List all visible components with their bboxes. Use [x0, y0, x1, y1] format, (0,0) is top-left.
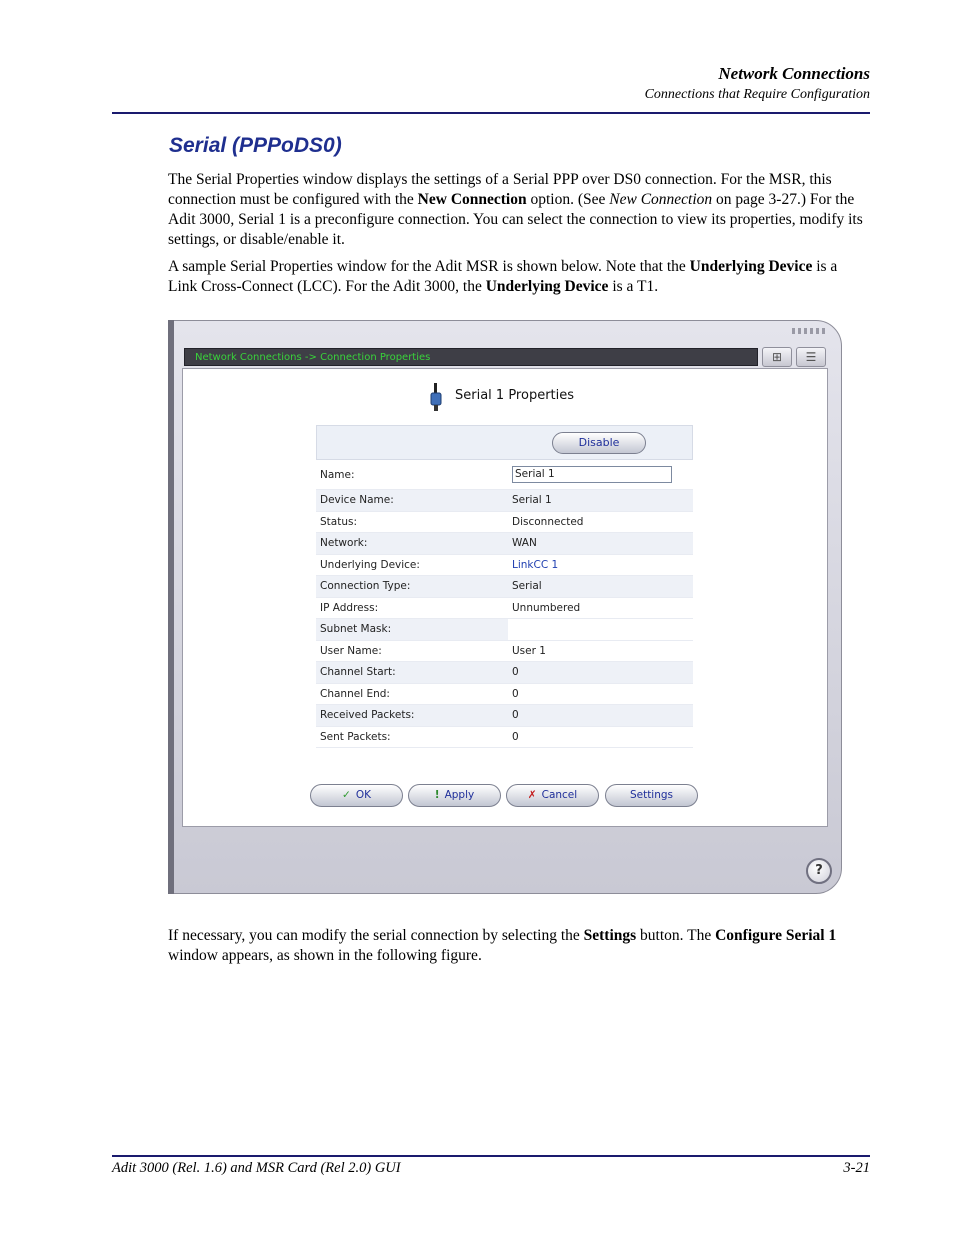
para1-text3: on page 3-27.) For the Adit 3000, Serial 1 is a preconfigure connection. You can select the connection to view its properties, modify its settings, or disable/enable it.	[168, 191, 863, 248]
row-value: Serial 1	[512, 494, 552, 506]
table-row-name	[316, 460, 693, 490]
row-value: 0	[512, 666, 519, 678]
row-label: Received Packets:	[320, 709, 415, 721]
cancel-button[interactable]	[506, 784, 599, 807]
apply-button[interactable]	[408, 784, 501, 807]
row-label: Device Name:	[320, 494, 394, 506]
page-number: 3-21	[843, 1160, 870, 1176]
para2-text3: is a T1.	[608, 278, 659, 295]
para2-text2: is a Link Cross-Connect (LCC). For the Adit 3000, the	[168, 258, 838, 295]
paragraph-intro	[168, 170, 870, 250]
row-value: Unnumbered	[512, 601, 581, 614]
network-map-icon[interactable]: ⊞	[762, 347, 792, 367]
table-row	[316, 555, 693, 577]
table-row	[316, 641, 693, 663]
row-label: Status:	[320, 515, 357, 528]
row-value: 0	[512, 687, 519, 700]
name-input[interactable]: Serial 1	[512, 466, 672, 483]
underlying-device-link[interactable]: LinkCC 1	[512, 558, 559, 571]
window-grip	[792, 328, 826, 334]
row-label: Underlying Device:	[320, 558, 420, 571]
para3-text2: button. The	[636, 927, 716, 944]
ok-button[interactable]	[310, 784, 403, 807]
para2-bold1: Underlying Device	[689, 258, 813, 275]
row-label: Sent Packets:	[320, 730, 391, 743]
table-row	[316, 662, 693, 684]
row-value: User 1	[512, 644, 546, 657]
table-row	[316, 576, 693, 598]
table-row	[316, 598, 693, 620]
row-value: WAN	[512, 537, 537, 549]
row-label: Channel Start:	[320, 666, 396, 678]
header-chapter: Network Connections	[718, 64, 870, 83]
settings-button[interactable]: Settings	[605, 784, 698, 807]
footer-title: Adit 3000 (Rel. 1.6) and MSR Card (Rel 2.0) GUI	[112, 1160, 401, 1176]
para2-bold2: Underlying Device	[485, 278, 609, 295]
help-icon[interactable]: ?	[806, 858, 832, 884]
cancel-label: Cancel	[541, 789, 578, 801]
serial-plug-icon	[429, 383, 443, 411]
name-label: Name:	[320, 469, 355, 481]
properties-title: Serial 1 Properties	[455, 388, 575, 403]
para2-text1: A sample Serial Properties window for the Adit MSR is shown below. Note that the	[168, 258, 690, 275]
para1-text2: option. (See	[526, 191, 610, 208]
row-value: 0	[512, 709, 519, 721]
properties-table	[316, 425, 693, 748]
row-value	[508, 619, 693, 640]
table-row	[316, 490, 693, 512]
table-row	[316, 705, 693, 727]
ok-label: OK	[355, 789, 371, 801]
row-label: Subnet Mask:	[320, 623, 392, 635]
para1-text1: The Serial Properties window displays the settings of a Serial PPP over DS0 connection. For the MSR, this connection must be configured with the	[168, 171, 832, 208]
window-left-edge	[168, 320, 174, 894]
paragraph-settings	[168, 926, 870, 966]
address-bar: Network Connections -> Connection Properties	[184, 348, 758, 366]
row-label: User Name:	[320, 644, 382, 657]
row-label: Connection Type:	[320, 580, 411, 592]
disable-row	[316, 425, 693, 460]
table-row	[316, 684, 693, 706]
paragraph-sample	[168, 257, 870, 297]
exclamation-icon: !	[434, 789, 440, 801]
row-value: 0	[512, 730, 519, 743]
row-value: Disconnected	[512, 515, 584, 528]
para3-text1: If necessary, you can modify the serial connection by selecting the	[168, 927, 584, 944]
table-row	[316, 727, 693, 749]
table-row	[316, 533, 693, 555]
header-rule	[112, 112, 870, 114]
disable-button[interactable]: Disable	[552, 432, 646, 454]
header-section: Connections that Require Configuration	[644, 87, 870, 102]
row-label: Network:	[320, 537, 368, 549]
para3-bold1: Settings	[583, 927, 637, 944]
row-value: Serial	[512, 580, 542, 592]
table-row	[316, 512, 693, 534]
x-icon: ✗	[527, 789, 537, 801]
check-icon: ✓	[342, 789, 351, 801]
section-title: Serial (PPPoDS0)	[169, 134, 342, 157]
para1-italic1: New Connection	[609, 191, 713, 208]
apply-label: Apply	[444, 789, 475, 801]
footer-rule	[112, 1155, 870, 1157]
table-row	[316, 619, 693, 641]
list-icon[interactable]: ☰	[796, 347, 826, 367]
row-label: Channel End:	[320, 687, 390, 700]
para3-text3: window appears, as shown in the following figure.	[168, 947, 482, 964]
para3-bold2: Configure Serial 1	[715, 927, 837, 944]
para1-bold1: New Connection	[417, 191, 527, 208]
row-label: IP Address:	[320, 601, 379, 614]
